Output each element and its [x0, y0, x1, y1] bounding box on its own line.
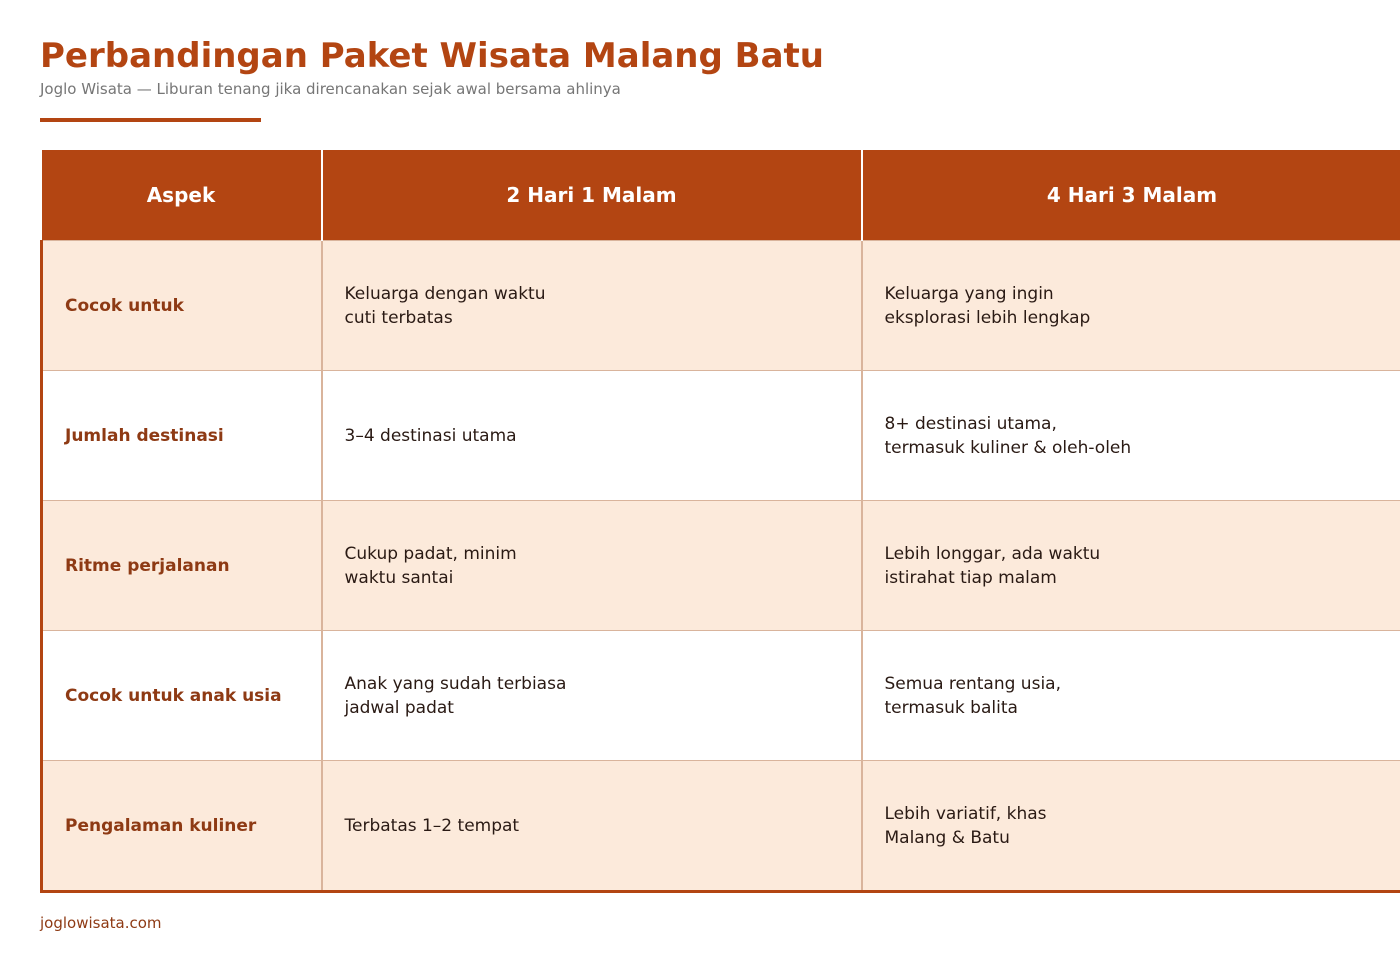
row-aspect-text: Pengalaman kuliner — [65, 815, 257, 836]
row-value-2-hari — [322, 631, 862, 761]
cell-text: Keluarga yang ingin eksplorasi lebih lengkap — [884, 283, 1091, 328]
row-aspect-label — [42, 241, 322, 371]
header-row — [42, 150, 1400, 241]
title-divider — [40, 118, 261, 122]
cell-text: Semua rentang usia, termasuk balita — [884, 673, 1061, 718]
table-row — [42, 761, 1400, 892]
row-aspect-label — [42, 761, 322, 892]
page-subtitle: Joglo Wisata — Liburan tenang jika direncanakan sejak awal bersama ahlinya — [40, 80, 621, 98]
row-aspect-text: Cocok untuk anak usia — [65, 685, 282, 706]
cell-text: Terbatas 1–2 tempat — [344, 815, 520, 836]
table-row — [42, 631, 1400, 761]
row-value-4-hari — [862, 371, 1400, 501]
table-row — [42, 501, 1400, 631]
cell-text: 8+ destinasi utama, termasuk kuliner & oleh-oleh — [884, 413, 1132, 458]
row-aspect-label — [42, 631, 322, 761]
cell-text: Anak yang sudah terbiasa jadwal padat — [344, 673, 567, 718]
row-value-2-hari — [322, 241, 862, 371]
header-4-hari-3-malam: 4 Hari 3 Malam — [862, 150, 1400, 241]
table-row — [42, 241, 1400, 371]
row-value-2-hari — [322, 761, 862, 892]
cell-text: Lebih longgar, ada waktu istirahat tiap malam — [884, 543, 1101, 588]
row-value-2-hari — [322, 371, 862, 501]
row-value-2-hari — [322, 501, 862, 631]
header-2-hari-1-malam: 2 Hari 1 Malam — [322, 150, 862, 241]
row-aspect-text: Cocok untuk — [65, 295, 184, 316]
footer-website[interactable]: joglowisata.com — [40, 914, 162, 932]
row-aspect-label — [42, 501, 322, 631]
header-aspect: Aspek — [42, 150, 322, 241]
page-title: Perbandingan Paket Wisata Malang Batu — [40, 36, 824, 76]
table-row — [42, 371, 1400, 501]
row-value-4-hari — [862, 631, 1400, 761]
cell-text: Cukup padat, minim waktu santai — [344, 543, 517, 588]
row-value-4-hari — [862, 761, 1400, 892]
cell-text: 3–4 destinasi utama — [344, 425, 517, 446]
table-body — [42, 241, 1400, 892]
row-value-4-hari — [862, 501, 1400, 631]
cell-text: Keluarga dengan waktu cuti terbatas — [344, 283, 546, 328]
row-aspect-text: Jumlah destinasi — [65, 425, 224, 446]
row-value-4-hari — [862, 241, 1400, 371]
row-aspect-text: Ritme perjalanan — [65, 555, 230, 576]
cell-text: Lebih variatif, khas Malang & Batu — [884, 803, 1047, 848]
row-aspect-label — [42, 371, 322, 501]
comparison-table — [40, 150, 1400, 893]
table-header — [42, 150, 1400, 241]
